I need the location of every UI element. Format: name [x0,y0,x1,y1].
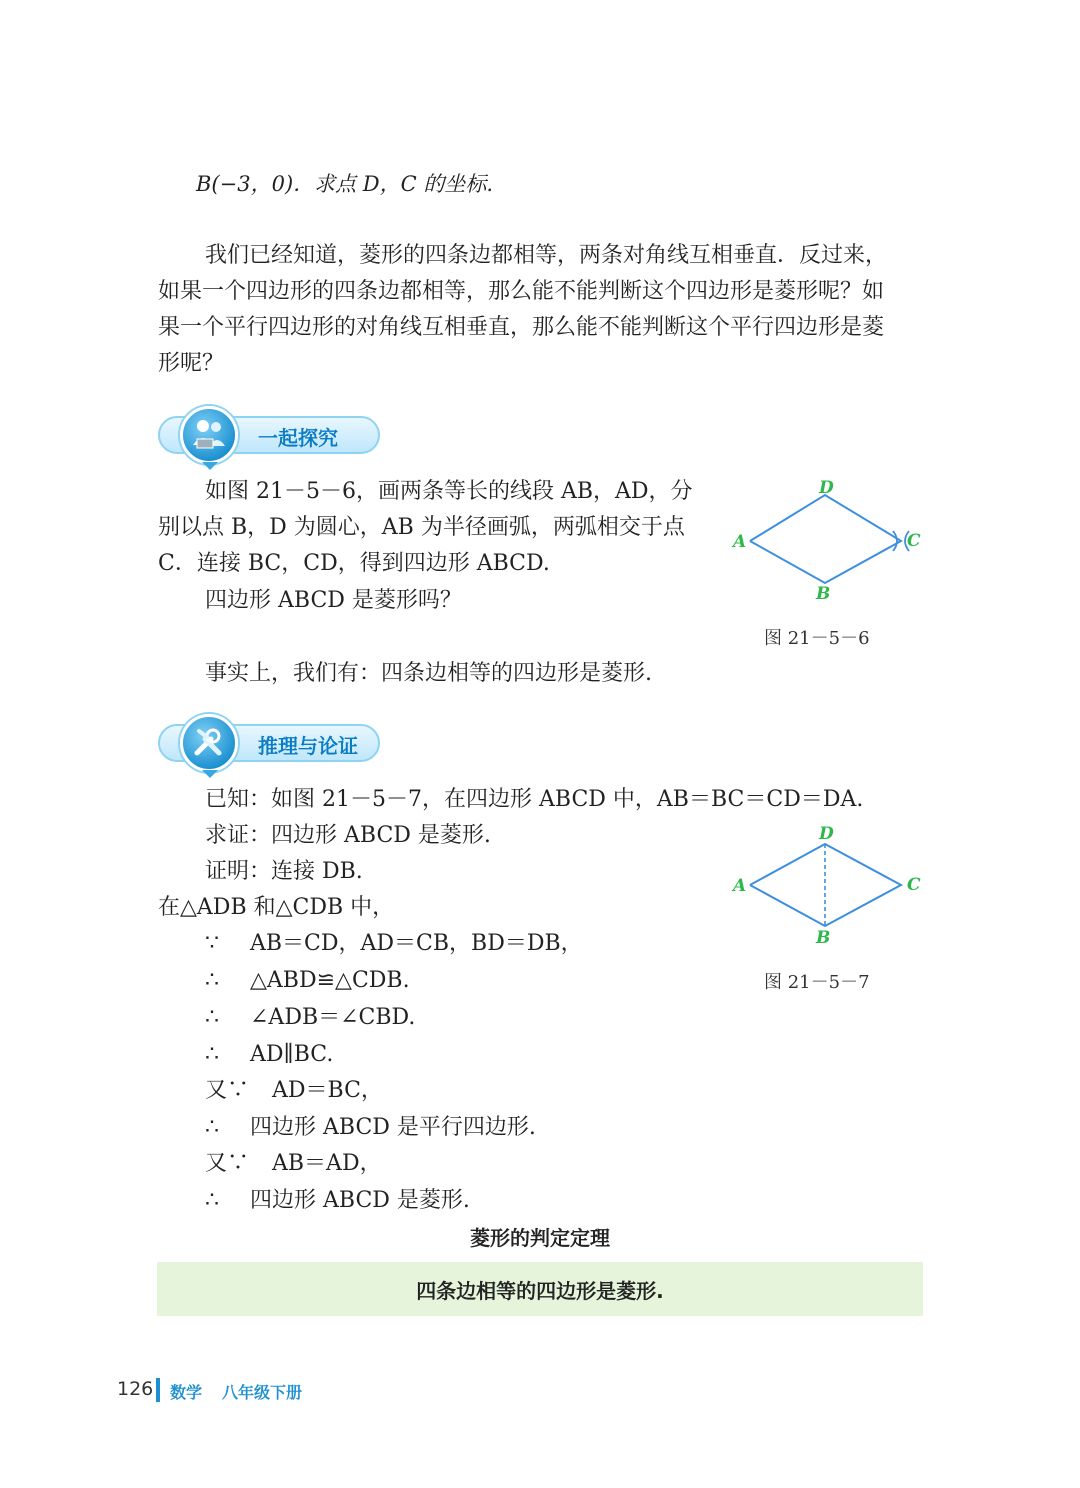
label-a-2: A [733,876,747,896]
proof-step-text: 四边形 ABCD 是菱形. [250,1188,470,1213]
label-b-2: B [816,928,831,948]
page-number: 126 [117,1378,154,1400]
footer-divider [156,1378,160,1402]
label-c-2: C [907,875,921,895]
label-c-1: C [907,531,921,551]
para1-line3: 果一个平行四边形的对角线互相垂直，那么能不能判断这个平行四边形是菱 [158,315,885,340]
proof-step-text: AD＝BC， [272,1078,383,1103]
proof-in-triangles: 在△ADB 和△CDB 中， [158,895,395,920]
explore-line3: C．连接 BC，CD，得到四边形 ABCD. [158,551,550,576]
proof-step-sym: ∴ [205,1005,219,1030]
proof-given: 已知：如图 21－5－7，在四边形 ABCD 中，AB＝BC＝CD＝DA. [205,787,864,812]
proof-step-sym: ∵ [205,931,219,956]
proof-step-text: 四边形 ABCD 是平行四边形. [250,1115,536,1140]
rhombus-1-outline [750,495,901,583]
label-a-1: A [733,532,747,552]
explore-line4: 四边形 ABCD 是菱形吗？ [205,588,462,613]
para1-line4: 形呢？ [158,351,225,376]
proof-step-sym: ∴ [205,1188,219,1213]
theorem-box [157,1262,923,1316]
proof-step-sym: ∴ [205,1115,219,1140]
explore-fact: 事实上，我们有：四条边相等的四边形是菱形. [205,661,652,686]
label-d-2: D [819,824,834,844]
proof-step-text: ∠ADB＝∠CBD. [250,1005,416,1030]
people-computer-icon [180,406,238,464]
proof-badge-pointer [202,770,218,778]
para1-line1: 我们已经知道，菱形的四条边都相等，两条对角线互相垂直．反过来， [205,243,888,268]
proof-badge [158,720,382,766]
proof-step-text: AB＝CD，AD＝CB，BD＝DB， [250,931,583,956]
proof-prove: 求证：四边形 ABCD 是菱形. [205,823,491,848]
figure1-caption: 图 21－5－6 [764,628,870,649]
explore-badge-label: 一起探究 [258,426,338,450]
arc-mark-1 [893,531,897,551]
figure2-caption: 图 21－5－7 [764,972,870,993]
label-b-1: B [816,584,831,604]
proof-step-text: AB＝AD， [272,1151,382,1176]
explore-badge [158,412,382,458]
para1-line2: 如果一个四边形的四条边都相等，那么能不能判断这个四边形是菱形呢？如 [158,279,885,304]
theorem-statement: 四条边相等的四边形是菱形. [416,1278,664,1303]
footer-grade: 八年级下册 [222,1383,303,1402]
proof-start: 证明：连接 DB. [205,859,363,884]
intro-line: B(−3，0)．求点 D，C 的坐标. [196,172,494,196]
label-d-1: D [819,478,834,498]
footer-subject: 数学 [170,1383,203,1402]
tools-icon [180,714,238,772]
proof-badge-label: 推理与论证 [258,734,358,758]
proof-step-sym: ∴ [205,968,219,993]
proof-step-text: △ABD≌△CDB. [250,968,410,993]
explore-line2: 别以点 B，D 为圆心，AB 为半径画弧，两弧相交于点 [158,515,685,540]
rhombus-figure-1 [725,475,935,605]
rhombus-figure-2 [725,820,935,950]
proof-step-sym: 又∵ [205,1151,250,1176]
explore-line1: 如图 21－5－6，画两条等长的线段 AB，AD，分 [205,479,693,504]
proof-step-sym: 又∵ [205,1078,250,1103]
explore-badge-pointer [202,462,218,470]
rhombus-2-outline [750,844,901,926]
proof-step-text: AD∥BC. [250,1042,334,1067]
proof-step-sym: ∴ [205,1042,219,1067]
theorem-title: 菱形的判定定理 [470,1226,610,1250]
